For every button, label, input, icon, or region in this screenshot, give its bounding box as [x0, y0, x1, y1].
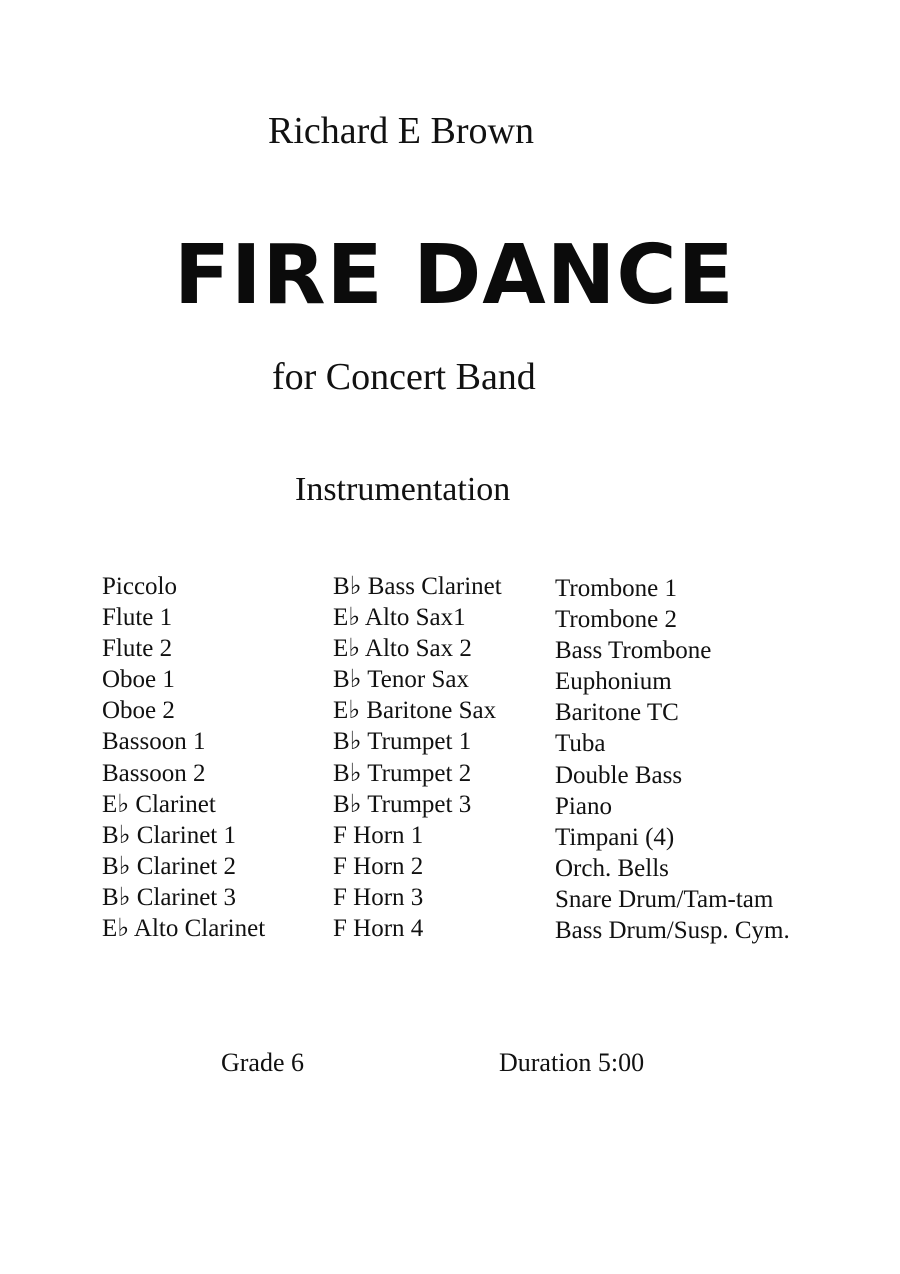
instrument-item: E♭ Alto Sax1 [333, 604, 466, 632]
instrument-item: E♭ Alto Sax 2 [333, 635, 472, 663]
instrument-item: E♭ Clarinet [102, 790, 216, 818]
instrument-item: Piano [555, 792, 612, 820]
instrument-item: Orch. Bells [555, 854, 669, 882]
instrument-item: Piccolo [102, 573, 177, 600]
instrumentation-heading: Instrumentation [295, 471, 511, 508]
instrument-item: B♭ Trumpet 3 [333, 790, 472, 818]
instrument-item: Baritone TC [555, 699, 679, 727]
instrument-item: Tuba [555, 730, 606, 758]
composer-name: Richard E Brown [268, 110, 534, 152]
instrument-item: Trombone 2 [555, 606, 678, 634]
instrument-item: E♭ Alto Clarinet [102, 915, 266, 943]
instrument-item: Trombone 1 [555, 575, 678, 602]
instrument-item: Flute 2 [102, 635, 173, 663]
instrument-item: Snare Drum/Tam-tam [555, 885, 774, 913]
instrument-item: B♭ Bass Clarinet [333, 573, 502, 600]
piece-title: FIRE DANCE [174, 228, 735, 323]
instrument-item: E♭ Baritone Sax [333, 697, 497, 725]
instrument-item: Bass Drum/Susp. Cym. [555, 917, 790, 945]
instrument-item: Euphonium [555, 668, 672, 696]
instrument-item: F Horn 1 [333, 821, 424, 849]
instrument-item: B♭ Clarinet 2 [102, 852, 236, 880]
instrument-item: B♭ Clarinet 3 [102, 883, 236, 911]
instrument-item: Bassoon 1 [102, 728, 206, 756]
instrument-item: F Horn 2 [333, 852, 424, 880]
instrument-item: Bass Trombone [555, 637, 712, 665]
instrument-item: Oboe 2 [102, 697, 175, 725]
instrument-item: B♭ Tenor Sax [333, 666, 469, 694]
instrument-column-2 [333, 571, 502, 944]
instrument-item: Oboe 1 [102, 666, 175, 694]
instrument-item: F Horn 4 [333, 915, 424, 943]
instrument-item: Double Bass [555, 761, 683, 789]
instrument-item: B♭ Trumpet 2 [333, 759, 472, 787]
instrument-item: B♭ Clarinet 1 [102, 821, 236, 849]
subtitle: for Concert Band [272, 356, 536, 398]
instrument-column-1 [102, 571, 265, 944]
duration-label: Duration 5:00 [499, 1048, 645, 1077]
instrument-item: Timpani (4) [555, 823, 675, 851]
grade-label: Grade 6 [221, 1048, 305, 1077]
instrument-item: B♭ Trumpet 1 [333, 728, 472, 756]
instrument-column-3 [555, 573, 790, 946]
instrument-item: Flute 1 [102, 604, 173, 632]
instrument-item: F Horn 3 [333, 883, 424, 911]
instrument-item: Bassoon 2 [102, 759, 206, 787]
